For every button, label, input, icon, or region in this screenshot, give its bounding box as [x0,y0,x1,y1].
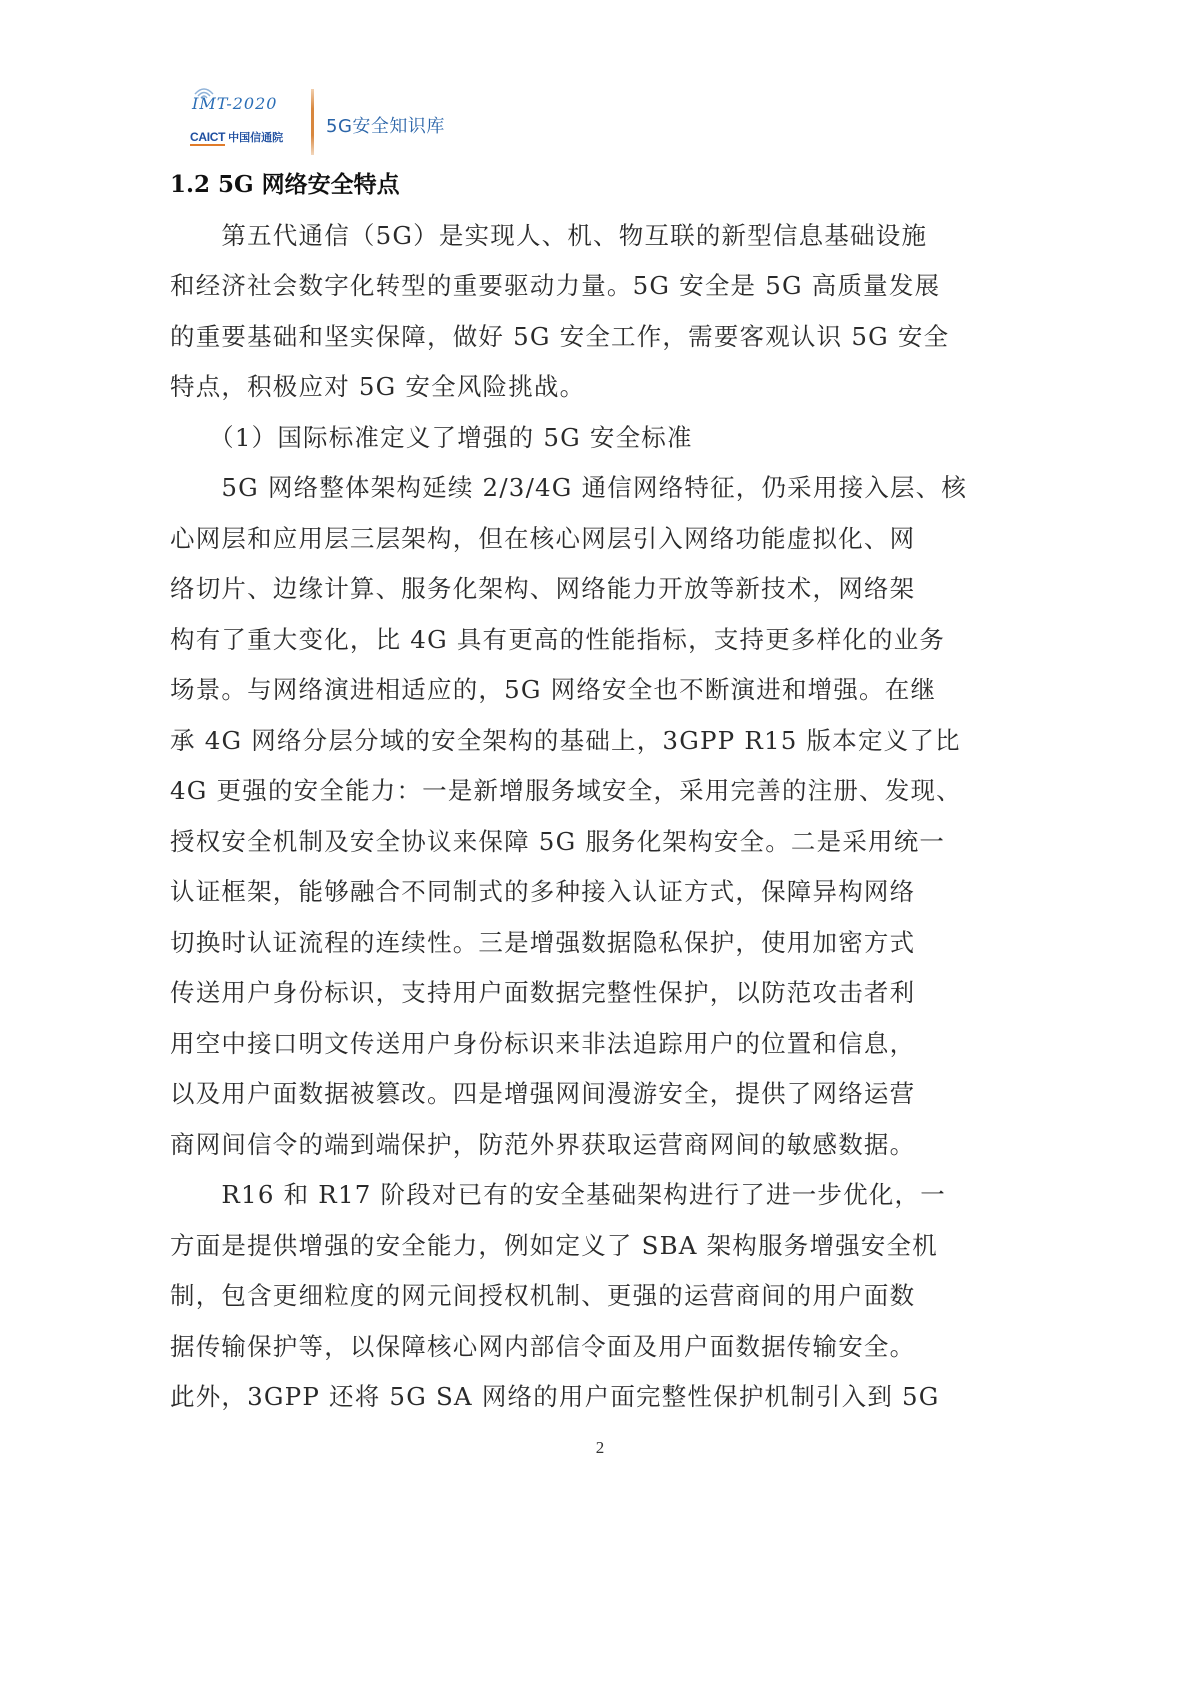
body-line: 特点，积极应对 5G 安全风险挑战。 [170,372,586,401]
page-header [178,86,498,156]
header-divider [311,89,314,155]
body-line: 络切片、边缘计算、服务化架构、网络能力开放等新技术，网络架 [170,574,916,603]
logo-imt-text: IMT-2020 [192,94,278,113]
body-line: 认证框架，能够融合不同制式的多种接入认证方式，保障异构网络 [170,877,916,906]
subsection-heading: （1）国际标准定义了增强的 5G 安全标准 [170,423,693,452]
body-line: 制，包含更细粒度的网元间授权机制、更强的运营商间的用户面数 [170,1281,916,1310]
page-number: 2 [595,1438,605,1457]
body-line: 切换时认证流程的连续性。三是增强数据隐私保护，使用加密方式 [170,928,916,957]
body-line: 以及用户面数据被篡改。四是增强网间漫游安全，提供了网络运营 [170,1079,916,1108]
body-line: 传送用户身份标识，支持用户面数据完整性保护，以防范攻击者利 [170,978,916,1007]
body-line: R16 和 R17 阶段对已有的安全基础架构进行了进一步优化，一 [170,1180,946,1209]
body-line: 的重要基础和坚实保障，做好 5G 安全工作，需要客观认识 5G 安全 [170,322,950,351]
section-title: 1.2 5G 网络安全特点 [170,171,400,198]
body-line: 场景。与网络演进相适应的，5G 网络安全也不断演进和增强。在继 [170,675,937,704]
caict-logo [178,86,298,152]
body-line: 授权安全机制及安全协议来保障 5G 服务化架构安全。二是采用统一 [170,827,946,856]
logo-org-name: 中国信通院 [228,131,284,144]
body-line: 和经济社会数字化转型的重要驱动力量。5G 安全是 5G 高质量发展 [170,271,941,300]
logo-caict-text: CAICT [190,130,226,144]
body-line: 5G 网络整体架构延续 2/3/4G 通信网络特征，仍采用接入层、核 [170,473,968,502]
body-line: 承 4G 网络分层分域的安全架构的基础上，3GPP R15 版本定义了比 [170,726,961,755]
body-line: 商网间信令的端到端保护，防范外界获取运营商网间的敏感数据。 [170,1130,916,1159]
body-line: 构有了重大变化，比 4G 具有更高的性能指标，支持更多样化的业务 [170,625,946,654]
logo-caict-row [190,128,283,146]
body-line: 用空中接口明文传送用户身份标识来非法追踪用户的位置和信息， [170,1029,916,1058]
header-title: 5G安全知识库 [326,116,445,137]
body-line: 心网层和应用层三层架构，但在核心网层引入网络功能虚拟化、网 [170,524,916,553]
body-line: 此外，3GPP 还将 5G SA 网络的用户面完整性保护机制引入到 5G [170,1382,940,1411]
body-line: 方面是提供增强的安全能力，例如定义了 SBA 架构服务增强安全机 [170,1231,938,1260]
body-line: 4G 更强的安全能力：一是新增服务域安全，采用完善的注册、发现、 [170,776,962,805]
body-line: 据传输保护等，以保障核心网内部信令面及用户面数据传输安全。 [170,1332,916,1361]
body-line: 第五代通信（5G）是实现人、机、物互联的新型信息基础设施 [170,221,928,250]
